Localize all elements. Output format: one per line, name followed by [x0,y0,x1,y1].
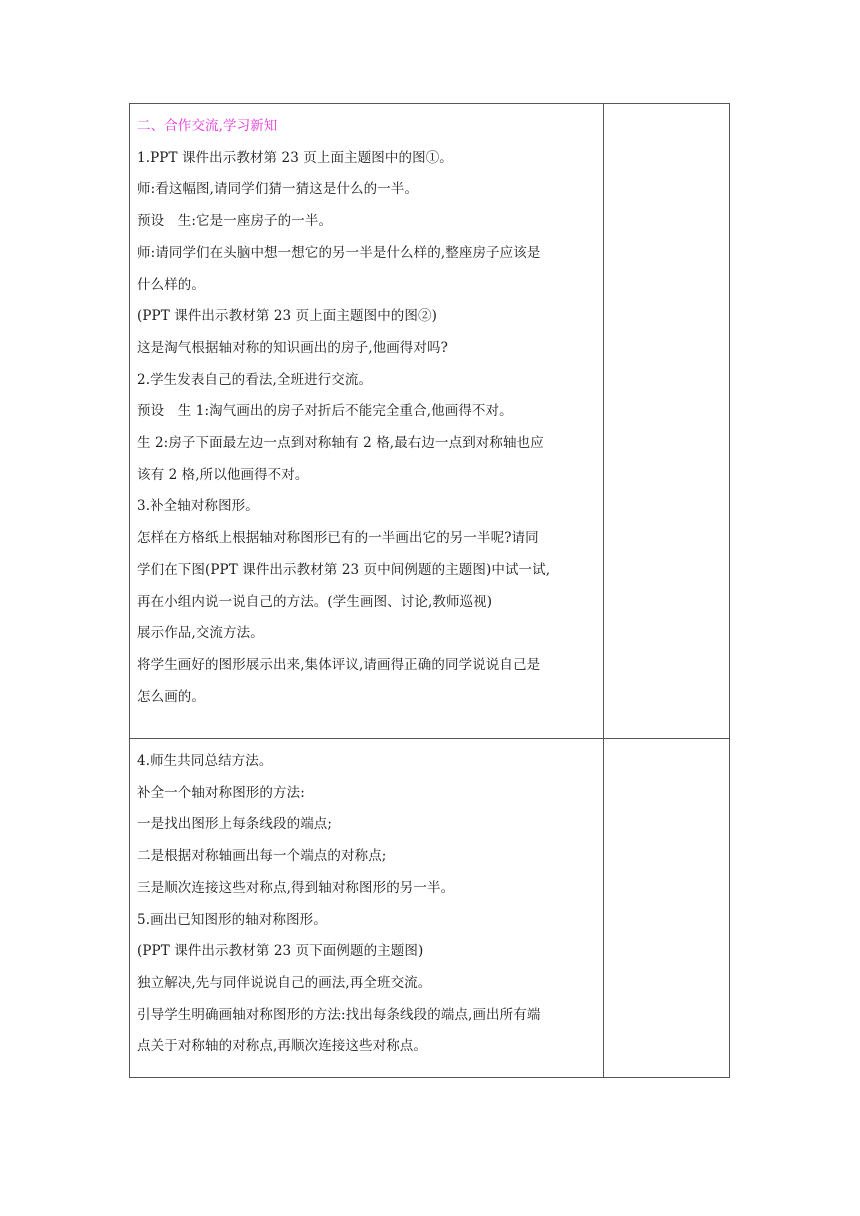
text-line: 引导学生明确画轴对称图形的方法:找出每条线段的端点,画出所有端 [137,1006,541,1023]
text-line: 生 2:房子下面最左边一点到对称轴有 2 格,最右边一点到对称轴也应 [137,435,544,452]
row-1-side-cell [603,104,729,739]
text-line: 展示作品,交流方法。 [137,625,264,642]
text-line: 将学生画好的图形展示出来,集体评议,请画得正确的同学说说自己是 [137,656,541,673]
table-row-1 [130,104,730,739]
text-line: 怎样在方格纸上根据轴对称图形已有的一半画出它的另一半呢?请同 [137,530,539,547]
text-line: 3.补全轴对称图形。 [137,498,259,515]
row-2-main-cell [130,739,604,1078]
row-1-main-cell [130,104,604,739]
text-line: 怎么画的。 [137,688,205,705]
row-1-content [130,104,603,717]
text-line: 5.画出已知图形的轴对称图形。 [137,911,327,928]
text-line: 点关于对称轴的对称点,再顺次连接这些对称点。 [137,1038,427,1055]
section-heading: 二、合作交流,学习新知 [137,118,278,134]
text-line: 1.PPT 课件出示教材第 23 页上面主题图中的图①。 [137,149,453,166]
text-line: 补全一个轴对称图形的方法: [137,784,305,801]
text-line: 预设 生:它是一座房子的一半。 [137,213,333,230]
text-line: (PPT 课件出示教材第 23 页下面例题的主题图) [137,943,424,960]
text-line: 预设 生 1:淘气画出的房子对折后不能完全重合,他画得不对。 [137,403,513,420]
text-line: 该有 2 格,所以他画得不对。 [137,466,309,483]
text-line: 什么样的。 [137,276,205,293]
text-line: 2.学生发表自己的看法,全班进行交流。 [137,371,373,388]
text-line: 师:请同学们在头脑中想一想它的另一半是什么样的,整座房子应该是 [137,244,541,261]
text-line: 独立解决,先与同伴说说自己的画法,再全班交流。 [137,974,432,991]
text-line: 这是淘气根据轴对称的知识画出的房子,他画得对吗? [137,339,448,356]
text-line: 三是顺次连接这些对称点,得到轴对称图形的另一半。 [137,879,455,896]
row-2-content [130,739,603,1067]
text-line: 二是根据对称轴画出每一个端点的对称点; [137,848,387,865]
table-row-2 [130,739,730,1078]
text-line: (PPT 课件出示教材第 23 页上面主题图中的图②) [137,308,437,325]
text-line: 再在小组内说一说自己的方法。(学生画图、讨论,教师巡视) [137,593,493,610]
text-line: 4.师生共同总结方法。 [137,753,273,769]
text-line: 一是找出图形上每条线段的端点; [137,816,333,833]
text-line: 学们在下图(PPT 课件出示教材第 23 页中间例题的主题图)中试一试, [137,561,551,578]
row-2-side-cell [603,739,729,1078]
text-line: 师:看这幅图,请同学们猜一猜这是什么的一半。 [137,181,419,198]
lesson-plan-table [129,103,730,1078]
